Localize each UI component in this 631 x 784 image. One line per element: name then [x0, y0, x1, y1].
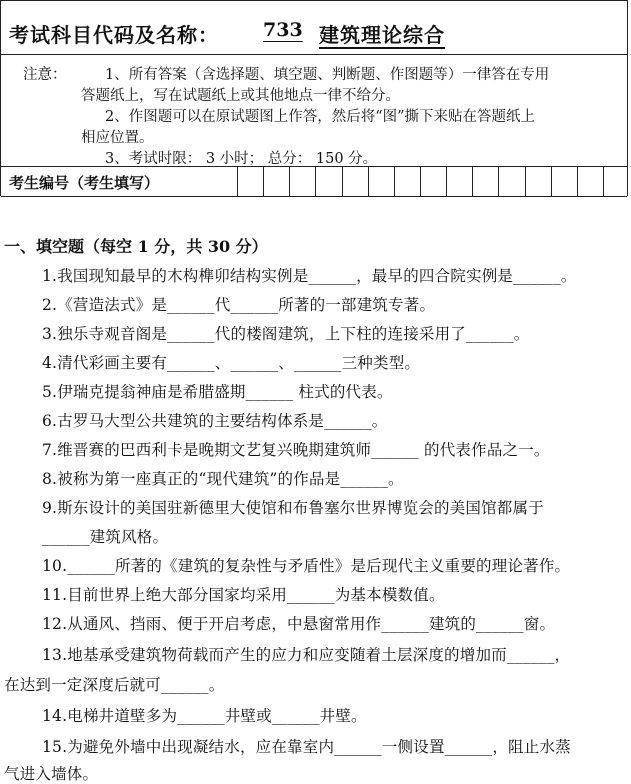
- exam-number-box[interactable]: [342, 167, 368, 197]
- exam-number-box[interactable]: [603, 167, 629, 197]
- exam-number-box[interactable]: [394, 167, 420, 197]
- exam-number-box[interactable]: [525, 167, 551, 197]
- section-title: 一、填空题（每空 1 分，共 30 分）: [4, 237, 268, 256]
- subject-title-label: 考试科目代码及名称：: [9, 23, 219, 47]
- exam-number-box[interactable]: [237, 167, 263, 197]
- exam-number-box[interactable]: [315, 167, 341, 197]
- exam-number-boxes: [237, 167, 629, 197]
- exam-number-label: 考生编号（考生填写）: [9, 174, 160, 192]
- exam-number-box[interactable]: [577, 167, 603, 197]
- exam-number-box[interactable]: [263, 167, 289, 197]
- subject-code: 733: [263, 19, 303, 41]
- notice-line: 1、所有答案（含选择题、填空题、判断题、作图题等）一律答在专用: [105, 67, 550, 83]
- question-line: 9.斯东设计的美国驻新德里大使馆和布鲁塞尔世界博览会的美国馆都属于: [42, 499, 544, 517]
- question-line: 11.目前世界上绝大部分国家均采用______为基本模数值。: [42, 586, 445, 604]
- exam-header-table: [0, 0, 628, 196]
- question-line: 14.电梯井道壁多为______井壁或______井壁。: [42, 707, 367, 725]
- exam-number-box[interactable]: [472, 167, 498, 197]
- question-line: 15.为避免外墙中出现凝结水，应在靠室内______一侧设置______，阻止水蒸: [42, 738, 571, 756]
- exam-number-box[interactable]: [498, 167, 524, 197]
- exam-number-box[interactable]: [289, 167, 315, 197]
- notice-line: 2、作图题可以在原试题图上作答，然后将“图”撕下来贴在答题纸上: [105, 109, 536, 125]
- question-line: ______建筑风格。: [42, 528, 169, 546]
- question-line: 6.古罗马大型公共建筑的主要结构体系是______。: [42, 412, 388, 430]
- question-line: 1.我国现知最早的木构榫卯结构实例是______，最早的四合院实例是______。: [42, 267, 577, 285]
- notice-line: 答题纸上，写在试题纸上或其他地点一律不给分。: [81, 88, 400, 104]
- exam-number-box[interactable]: [446, 167, 472, 197]
- notice-section: [1, 55, 627, 167]
- question-line: 12.从通风、挡雨、便于开启考虑，中悬窗常用作______建筑的______窗。: [42, 615, 556, 633]
- subject-name: 建筑理论综合: [319, 23, 445, 47]
- question-line: 气进入墙体。: [4, 765, 99, 783]
- question-line: 13.地基承受建筑物荷载而产生的应力和应变随着土层深度的增加而______，: [42, 646, 571, 664]
- exam-number-box[interactable]: [551, 167, 577, 197]
- exam-number-box[interactable]: [368, 167, 394, 197]
- question-line: 3.独乐寺观音阁是______代的楼阁建筑，上下柱的连接采用了______。: [42, 325, 530, 343]
- question-line: 在达到一定深度后就可______。: [4, 676, 225, 694]
- question-line: 5.伊瑞克提翁神庙是希腊盛期______ 柱式的代表。: [42, 383, 393, 401]
- question-line: 10.______所著的《建筑的复杂性与矛盾性》是后现代主义重要的理论著作。: [42, 557, 571, 575]
- question-line: 4.清代彩画主要有______、______、______三种类型。: [42, 354, 421, 372]
- question-line: 2.《营造法式》是______代______所著的一部建筑专著。: [42, 296, 436, 314]
- exam-number-row: [1, 167, 627, 197]
- notice-label: 注意：: [23, 67, 67, 83]
- notice-line: 3、考试时限： 3 小时； 总分： 150 分。: [105, 151, 378, 167]
- exam-number-box[interactable]: [420, 167, 446, 197]
- title-row: [1, 1, 627, 55]
- question-line: 7.维晋赛的巴西利卡是晚期文艺复兴晚期建筑师______ 的代表作品之一。: [42, 441, 550, 459]
- question-line: 8.被称为第一座真正的“现代建筑”的作品是______。: [42, 470, 404, 488]
- notice-line: 相应位置。: [81, 130, 154, 146]
